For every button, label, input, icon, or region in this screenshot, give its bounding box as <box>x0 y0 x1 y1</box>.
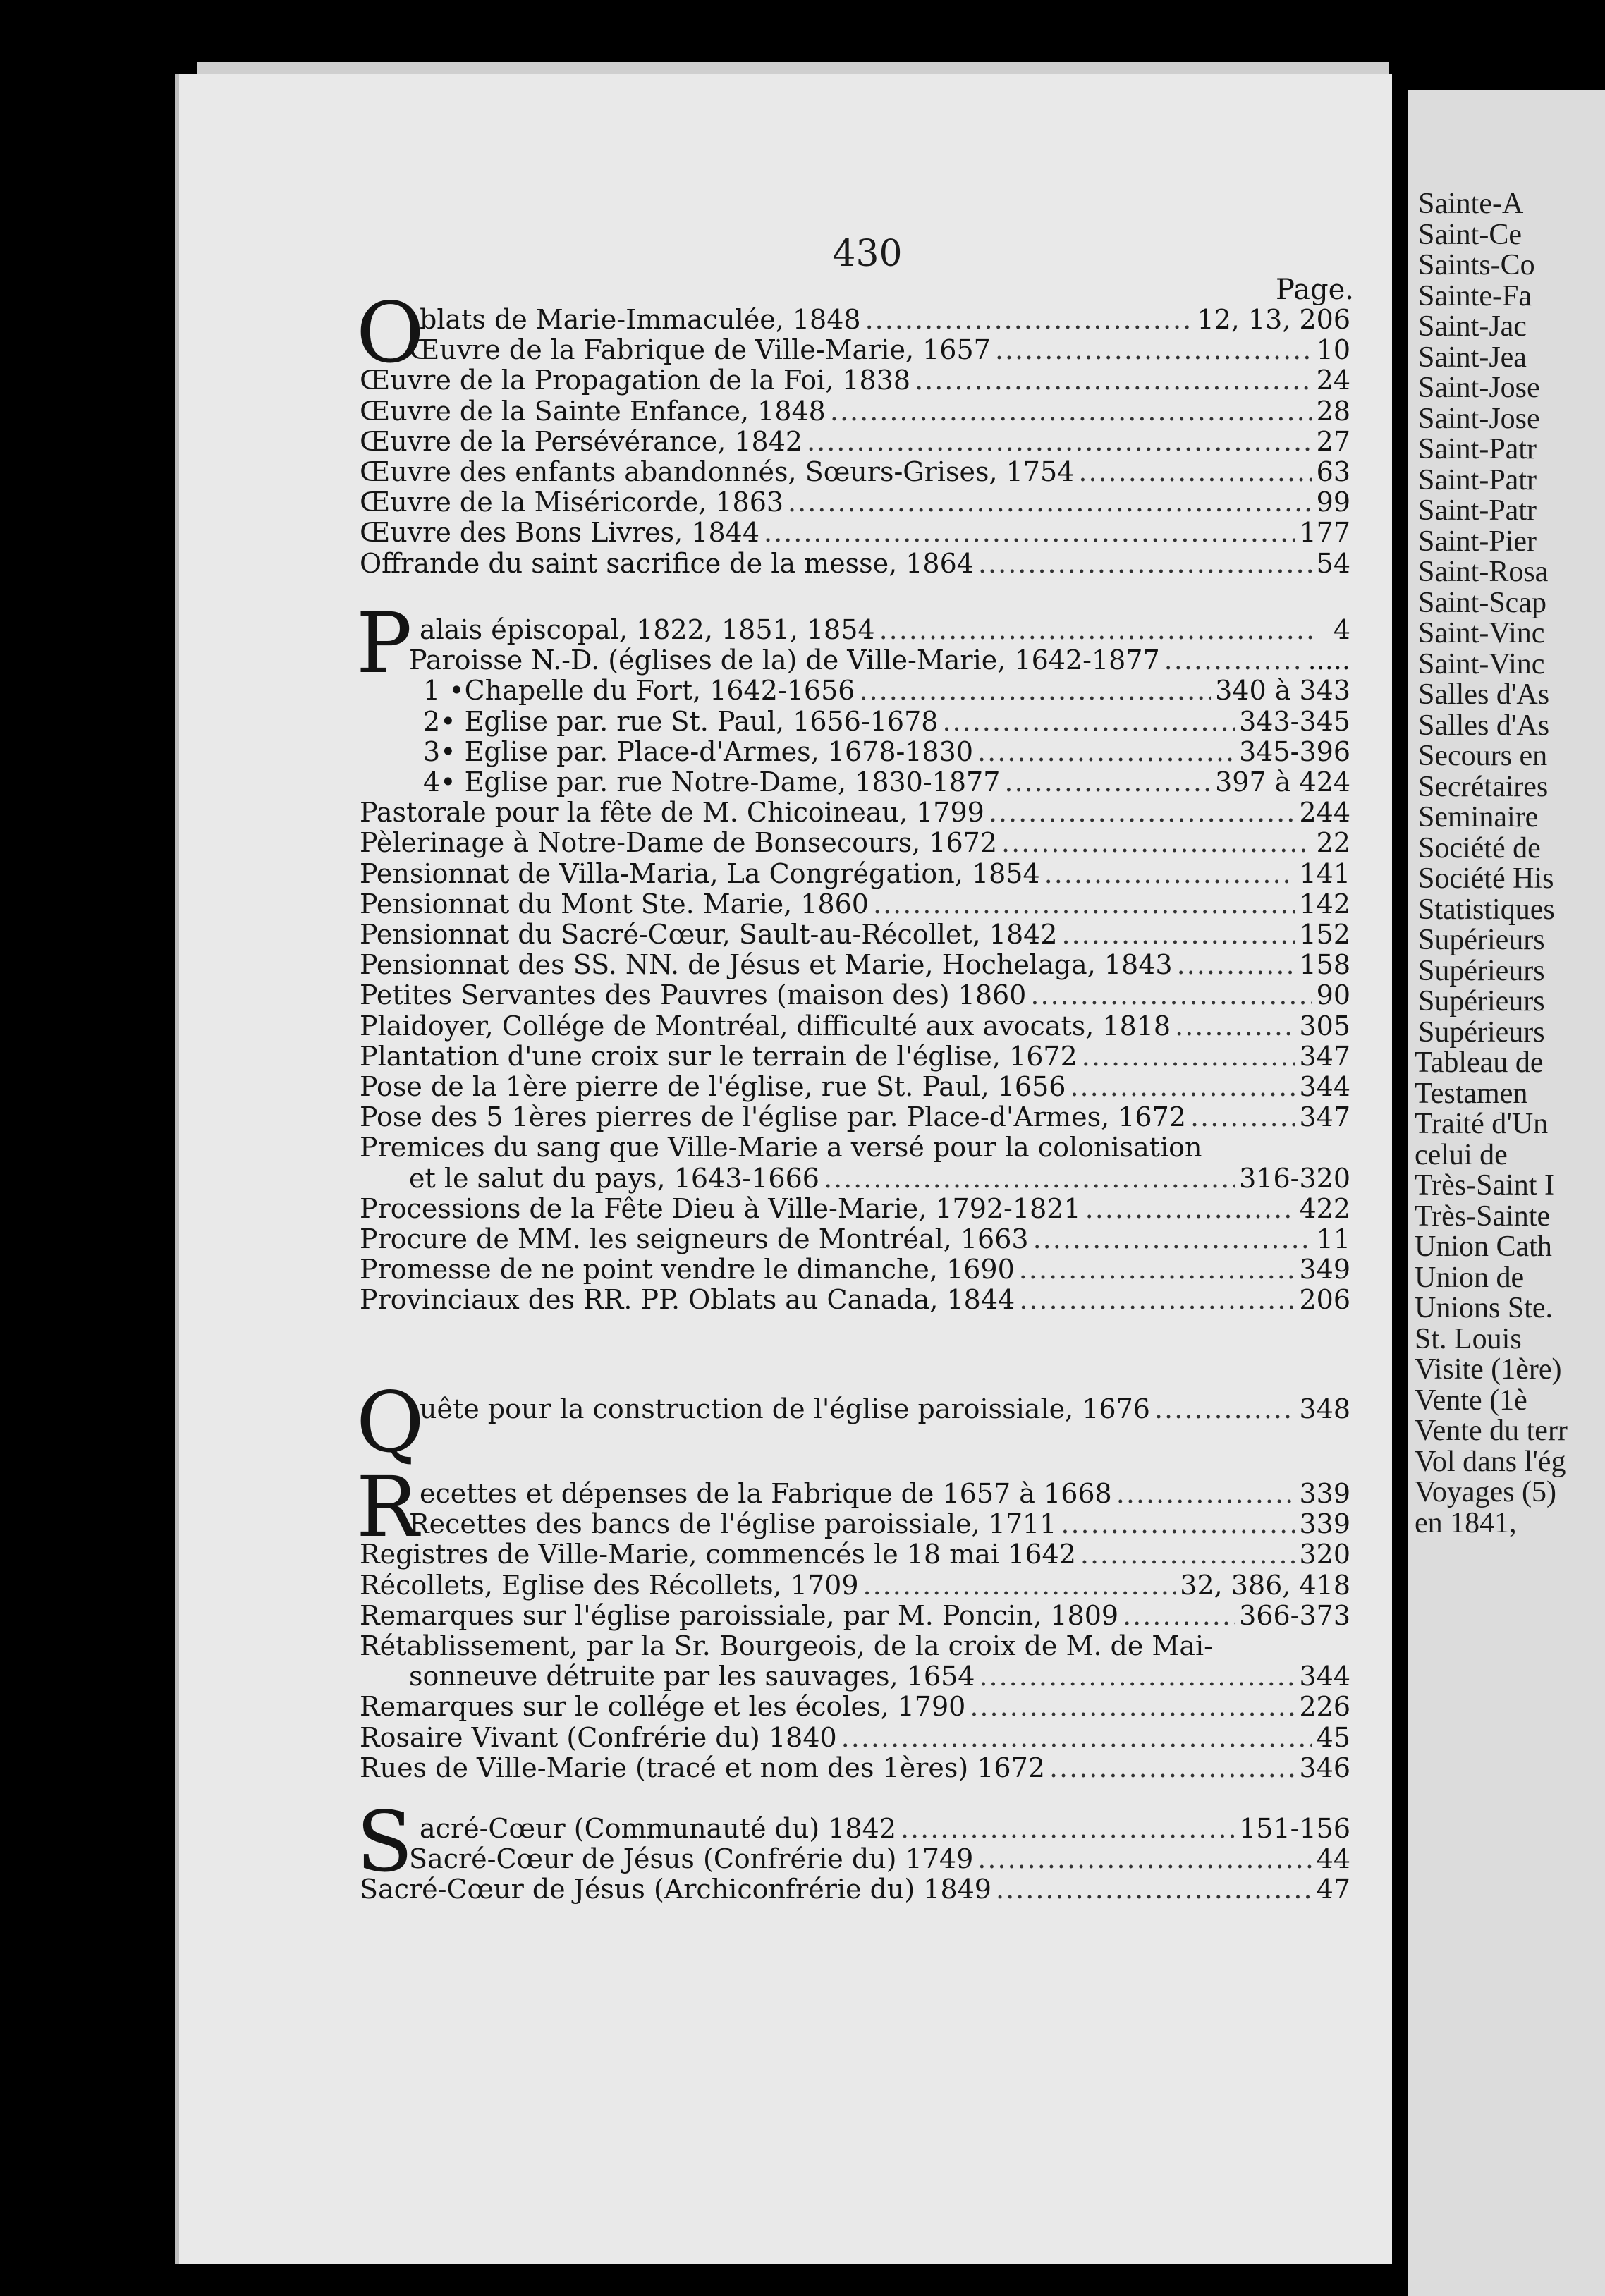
index-entry <box>360 1283 1350 1316</box>
facing-page-line: Société de <box>1418 831 1541 865</box>
index-entry <box>423 705 1350 738</box>
section-initial-q: Q <box>356 1374 425 1471</box>
dot-leader <box>1004 766 1211 798</box>
entry-page-ref: 347 <box>1299 1040 1350 1072</box>
dot-leader <box>859 674 1211 707</box>
dot-leader <box>873 888 1295 920</box>
dot-leader <box>764 516 1295 549</box>
entry-title: Pensionnat du Mont Ste. Marie, 1860 <box>360 888 869 920</box>
entry-title: Promesse de ne point vendre le dimanche, 1690 <box>360 1254 1015 1286</box>
facing-page-line: Saint-Rosa <box>1418 556 1549 588</box>
index-entry <box>360 1070 1350 1103</box>
entry-title: Plantation d'une croix sur le terrain de l'église, 1672 <box>360 1040 1078 1072</box>
dot-leader <box>977 735 1235 768</box>
dot-leader <box>1070 1070 1295 1103</box>
entry-title: Remarques sur l'église paroissiale, par M. Poncin, 1809 <box>360 1599 1119 1631</box>
entry-title: Œuvre de la Sainte Enfance, 1848 <box>360 395 826 427</box>
entry-title: Pensionnat du Sacré-Cœur, Sault-au-Récollet, 1842 <box>360 919 1058 950</box>
entry-page-ref: 344 <box>1299 1071 1350 1102</box>
entry-title: Procure de MM. les seigneurs de Montréal, 1663 <box>360 1223 1029 1254</box>
facing-page-line: Supérieurs <box>1418 985 1545 1018</box>
dot-leader <box>1177 948 1295 981</box>
entry-title: 3• Eglise par. Place-d'Armes, 1678-1830 <box>423 735 974 767</box>
facing-page-line: Sainte-A <box>1418 188 1524 220</box>
dot-leader <box>1049 1752 1295 1784</box>
facing-page-line: Salles d'As <box>1418 709 1550 742</box>
entry-page-ref: 158 <box>1299 949 1350 981</box>
entry-page-ref: 344 <box>1299 1661 1350 1692</box>
entry-title: Rétablissement, par la Sr. Bourgeois, de la croix de M. de Mai- <box>360 1630 1213 1661</box>
section-initial-r: R <box>356 1458 419 1556</box>
facing-page-line: Saint-Patr <box>1418 463 1537 496</box>
entry-page-ref: 339 <box>1299 1478 1350 1509</box>
dot-leader <box>1030 979 1312 1011</box>
entry-page-ref: 63 <box>1316 456 1350 487</box>
facing-page-line: Très-Sainte <box>1415 1199 1551 1233</box>
facing-page-line: Sainte-Fa <box>1418 279 1532 312</box>
entry-title: Pensionnat des SS. NN. de Jésus et Marie, Hochelaga, 1843 <box>360 949 1173 981</box>
index-entry <box>360 1253 1350 1286</box>
index-entry <box>360 1010 1350 1042</box>
dot-leader <box>1116 1477 1295 1510</box>
index-entry <box>360 826 1350 859</box>
index-entry <box>360 547 1350 580</box>
entry-title: uête pour la construction de l'église paroissiale, 1676 <box>420 1393 1150 1424</box>
index-entry <box>409 644 1350 676</box>
index-entry <box>360 1040 1350 1073</box>
index-entry <box>360 918 1350 951</box>
entry-title: Œuvre de la Persévérance, 1842 <box>360 425 803 457</box>
entry-page-ref: 339 <box>1299 1508 1350 1540</box>
facing-page-line: Saint-Jose <box>1418 372 1540 404</box>
entry-page-ref: 320 <box>1299 1539 1350 1570</box>
facing-page-line: Saint-Vinc <box>1418 617 1545 649</box>
entry-page-ref: 226 <box>1299 1691 1350 1723</box>
dot-leader <box>1175 1010 1295 1042</box>
entry-page-ref: 12, 13, 206 <box>1197 304 1350 335</box>
entry-title: Premices du sang que Ville-Marie a versé pour la colonisation <box>360 1132 1202 1164</box>
entry-title: Rues de Ville-Marie (tracé et nom des 1ères) 1672 <box>360 1752 1045 1783</box>
entry-title: Processions de la Fête Dieu à Ville-Marie, 1792-1821 <box>360 1192 1081 1224</box>
entry-title: acré-Cœur (Communauté du) 1842 <box>420 1813 896 1844</box>
entry-page-ref: 422 <box>1299 1192 1350 1224</box>
index-entry <box>423 735 1350 768</box>
entry-page-ref: 345-396 <box>1239 735 1350 767</box>
entry-page-ref: 206 <box>1299 1284 1350 1316</box>
facing-page-line: Saint-Jac <box>1418 310 1527 343</box>
entry-page-ref: 305 <box>1299 1010 1350 1042</box>
facing-page-line: Saint-Patr <box>1418 433 1537 465</box>
facing-page-line: Saint-Scap <box>1418 586 1546 619</box>
dot-leader <box>1061 1508 1295 1540</box>
dot-leader <box>995 334 1312 366</box>
entry-page-ref: 152 <box>1299 919 1350 950</box>
entry-page-ref: 349 <box>1299 1254 1350 1286</box>
index-entry <box>360 486 1350 518</box>
facing-page-line: Supérieurs <box>1418 1015 1545 1049</box>
entry-title: Paroisse N.-D. (églises de la) de Ville-Marie, 1642-1877 <box>409 645 1160 676</box>
dot-leader <box>863 1569 1176 1601</box>
dot-leader <box>989 796 1295 829</box>
facing-page-line: Visite (1ère) <box>1415 1353 1562 1386</box>
index-entry <box>409 1162 1350 1195</box>
index-entry <box>360 948 1350 981</box>
entry-page-ref: 28 <box>1316 395 1350 427</box>
facing-page-line: Saints-Co <box>1418 249 1535 281</box>
dot-leader <box>1062 918 1295 951</box>
dot-leader <box>1207 1131 1318 1164</box>
entry-page-ref: 151-156 <box>1239 1813 1350 1844</box>
entry-title: Œuvre des Bons Livres, 1844 <box>360 517 760 549</box>
facing-page-line: Voyages (5) <box>1415 1476 1557 1508</box>
section-initial-o: O <box>356 284 425 381</box>
entry-page-ref: 244 <box>1299 797 1350 829</box>
index-entry <box>360 395 1350 427</box>
index-entry <box>360 1873 1350 1905</box>
entry-title: Pastorale pour la fête de M. Chicoineau, 1799 <box>360 797 984 829</box>
index-entry <box>409 1508 1350 1540</box>
facing-page-line: Saint-Jose <box>1418 402 1540 435</box>
index-entry <box>360 1101 1350 1133</box>
entry-title: Petites Servantes des Pauvres (maison des) 1860 <box>360 979 1027 1011</box>
entry-page-ref: 90 <box>1316 979 1350 1011</box>
index-entry <box>360 1752 1350 1784</box>
index-entry <box>420 1812 1350 1845</box>
entry-page-ref: 177 <box>1299 517 1350 549</box>
facing-page-line: Secours en <box>1418 740 1548 772</box>
entry-title: 4• Eglise par. rue Notre-Dame, 1830-1877 <box>423 767 1001 798</box>
facing-page-line: Société His <box>1418 862 1554 895</box>
dot-leader <box>1019 1253 1295 1286</box>
index-entry <box>360 1538 1350 1570</box>
facing-page-line: Salles d'As <box>1418 678 1550 711</box>
facing-page-line: Unions Ste. <box>1415 1292 1554 1324</box>
dot-leader <box>1078 456 1312 488</box>
index-entry <box>409 1660 1350 1692</box>
facing-page <box>1408 90 1605 2296</box>
dot-leader <box>830 395 1312 427</box>
index-entry <box>360 516 1350 549</box>
entry-title: et le salut du pays, 1643-1666 <box>409 1162 819 1194</box>
entry-page-ref: 32, 386, 418 <box>1180 1569 1350 1601</box>
index-entry <box>360 1131 1350 1164</box>
entry-title: Œuvre de la Fabrique de Ville-Marie, 1657 <box>409 334 991 366</box>
page-number: 430 <box>832 233 903 275</box>
dot-leader <box>942 705 1235 738</box>
index-entry <box>360 1690 1350 1723</box>
entry-page-ref: 343-345 <box>1239 705 1350 737</box>
index-entry <box>360 888 1350 920</box>
entry-page-ref: 99 <box>1316 487 1350 518</box>
facing-page-line: en 1841, <box>1415 1506 1517 1539</box>
index-entry <box>360 1223 1350 1255</box>
dot-leader <box>1044 857 1295 890</box>
facing-page-line: Seminaire <box>1418 801 1539 833</box>
entry-title: Sacré-Cœur de Jésus (Archiconfrérie du) 1849 <box>360 1874 991 1905</box>
entry-page-ref: 22 <box>1316 827 1350 859</box>
section-initial-s: S <box>356 1793 413 1891</box>
index-entry <box>360 796 1350 829</box>
index-entry <box>420 1393 1350 1425</box>
dot-leader <box>1123 1599 1235 1632</box>
entry-title: Remarques sur le collége et les écoles, 1790 <box>360 1691 966 1723</box>
entry-page-ref: 316-320 <box>1239 1162 1350 1194</box>
entry-page-ref: 24 <box>1316 365 1350 396</box>
entry-title: Pensionnat de Villa-Maria, La Congrégation, 1854 <box>360 857 1040 889</box>
entry-page-ref: 27 <box>1316 425 1350 457</box>
index-entry <box>409 334 1350 366</box>
entry-title: Plaidoyer, Collége de Montréal, difficulté aux avocats, 1818 <box>360 1010 1171 1042</box>
dot-leader <box>1217 1630 1318 1662</box>
dot-leader <box>1164 644 1304 676</box>
facing-page-line: Saint-Jea <box>1418 341 1527 374</box>
facing-page-line: Vente (1è <box>1415 1384 1527 1417</box>
page-column-header: Page. <box>1276 274 1354 306</box>
index-entry <box>360 979 1350 1011</box>
entry-page-ref: 11 <box>1316 1223 1350 1254</box>
index-entry <box>360 1721 1350 1754</box>
entry-page-ref: ..... <box>1307 645 1350 676</box>
entry-title: Rosaire Vivant (Confrérie du) 1840 <box>360 1721 837 1753</box>
entry-title: Recettes des bancs de l'église paroissiale, 1711 <box>409 1508 1057 1540</box>
dot-leader <box>1085 1192 1295 1225</box>
facing-page-line: Supérieurs <box>1418 954 1545 987</box>
entry-title: Œuvre de la Miséricorde, 1863 <box>360 487 784 518</box>
entry-page-ref: 340 à 343 <box>1215 675 1350 707</box>
facing-page-line: Union de <box>1415 1261 1525 1294</box>
facing-page-line: celui de <box>1415 1138 1508 1171</box>
index-entry <box>423 766 1350 798</box>
dot-leader <box>901 1812 1235 1845</box>
facing-page-line: Saint-Pier <box>1418 525 1537 558</box>
dot-leader <box>788 486 1312 518</box>
facing-page-line: Traité d'Un <box>1415 1108 1549 1140</box>
facing-page-line: Très-Saint I <box>1415 1169 1554 1202</box>
entry-title: Pose de la 1ère pierre de l'église, rue St. Paul, 1656 <box>360 1071 1066 1102</box>
dot-leader <box>970 1690 1295 1723</box>
facing-page-line: Testamen <box>1415 1077 1528 1110</box>
entry-title: Pèlerinage à Notre-Dame de Bonsecours, 1672 <box>360 827 998 859</box>
index-entry <box>360 1569 1350 1601</box>
dot-leader <box>978 547 1312 580</box>
index-entry <box>420 613 1350 646</box>
entry-page-ref: 45 <box>1316 1721 1350 1753</box>
entry-page-ref: 142 <box>1299 888 1350 920</box>
entry-title: Offrande du saint sacrifice de la messe, 1864 <box>360 547 974 579</box>
facing-page-line: Saint-Patr <box>1418 494 1537 527</box>
index-entry <box>360 857 1350 890</box>
entry-title: 1 •Chapelle du Fort, 1642-1656 <box>423 675 855 707</box>
entry-page-ref: 348 <box>1299 1393 1350 1424</box>
facing-page-line: St. Louis <box>1415 1322 1522 1355</box>
index-entry <box>360 1630 1350 1662</box>
dot-leader <box>1082 1040 1295 1073</box>
facing-page-line: Secrétaires <box>1418 770 1549 803</box>
dot-leader <box>1154 1393 1295 1425</box>
entry-page-ref: 10 <box>1316 334 1350 366</box>
entry-title: ecettes et dépenses de la Fabrique de 1657 à 1668 <box>420 1478 1112 1509</box>
entry-page-ref: 366-373 <box>1239 1599 1350 1631</box>
dot-leader <box>979 1660 1295 1692</box>
entry-title: Provinciaux des RR. PP. Oblats au Canada, 1844 <box>360 1284 1015 1316</box>
index-entry <box>420 303 1350 336</box>
entry-title: alais épiscopal, 1822, 1851, 1854 <box>420 614 875 645</box>
dot-leader <box>807 425 1312 458</box>
entry-title: Registres de Ville-Marie, commencés le 18 mai 1642 <box>360 1539 1076 1570</box>
dot-leader <box>996 1873 1312 1905</box>
facing-page-line: Supérieurs <box>1418 924 1545 956</box>
dot-leader <box>977 1843 1312 1875</box>
entry-page-ref: 346 <box>1299 1752 1350 1783</box>
facing-page-line: Union Cath <box>1415 1231 1552 1263</box>
entry-page-ref: 4 <box>1333 614 1350 645</box>
entry-page-ref: 141 <box>1299 857 1350 889</box>
index-entry <box>423 674 1350 707</box>
index-entry <box>360 364 1350 396</box>
index-entry <box>360 425 1350 458</box>
section-initial-p: P <box>356 594 413 692</box>
entry-title: Sacré-Cœur de Jésus (Confrérie du) 1749 <box>409 1843 974 1875</box>
entry-page-ref: 47 <box>1316 1874 1350 1905</box>
dot-leader <box>841 1721 1312 1754</box>
dot-leader <box>824 1162 1235 1195</box>
dot-leader <box>1080 1538 1295 1570</box>
dot-leader <box>1001 826 1312 859</box>
facing-page-line: Vol dans l'ég <box>1415 1445 1566 1478</box>
facing-page-line: Tableau de <box>1415 1046 1544 1079</box>
facing-page-line: Saint-Vinc <box>1418 647 1545 680</box>
index-entry <box>420 1477 1350 1510</box>
dot-leader <box>915 364 1312 396</box>
entry-title: blats de Marie-Immaculée, 1848 <box>420 304 861 335</box>
entry-title: Œuvre de la Propagation de la Foi, 1838 <box>360 365 911 396</box>
entry-page-ref: 44 <box>1316 1843 1350 1875</box>
entry-title: sonneuve détruite par les sauvages, 1654 <box>409 1661 975 1692</box>
dot-leader <box>1033 1223 1312 1255</box>
entry-title: Œuvre des enfants abandonnés, Sœurs-Grises, 1754 <box>360 456 1075 487</box>
entry-title: 2• Eglise par. rue St. Paul, 1656-1678 <box>423 705 939 737</box>
entry-page-ref: 347 <box>1299 1101 1350 1133</box>
facing-page-line: Vente du terr <box>1415 1415 1568 1447</box>
index-entry <box>360 456 1350 488</box>
entry-page-ref: 397 à 424 <box>1215 767 1350 798</box>
index-entry <box>360 1599 1350 1632</box>
dot-leader <box>865 303 1193 336</box>
dot-leader <box>879 613 1318 646</box>
dot-leader <box>1019 1283 1295 1316</box>
entry-page-ref: 54 <box>1316 547 1350 579</box>
entry-title: Récollets, Eglise des Récollets, 1709 <box>360 1569 859 1601</box>
dot-leader <box>1190 1101 1295 1133</box>
facing-page-line: Statistiques <box>1418 893 1555 926</box>
entry-title: Pose des 5 1ères pierres de l'église par. Place-d'Armes, 1672 <box>360 1101 1186 1133</box>
facing-page-line: Saint-Ce <box>1418 218 1522 251</box>
index-entry <box>409 1843 1350 1875</box>
index-entry <box>360 1192 1350 1225</box>
